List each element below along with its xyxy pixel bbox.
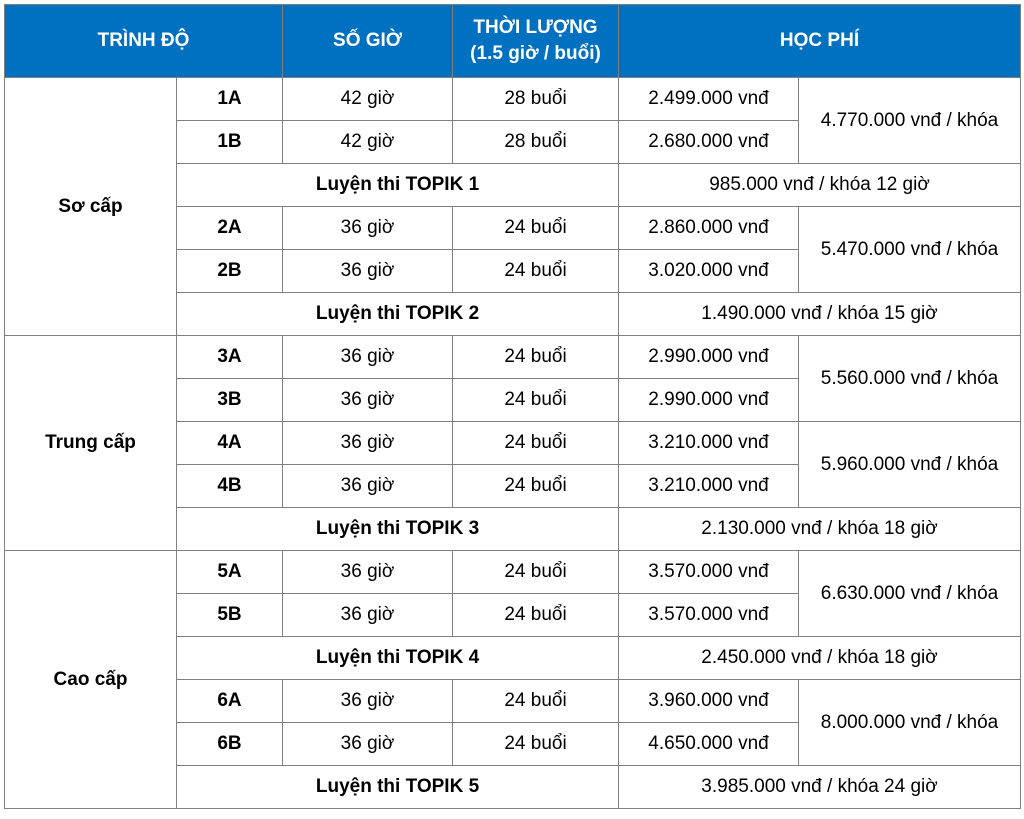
topik-fee: 3.985.000 vnđ / khóa 24 giờ xyxy=(619,766,1021,809)
course-hours: 42 giờ xyxy=(283,121,453,164)
course-hours: 36 giờ xyxy=(283,379,453,422)
header-fee: HỌC PHÍ xyxy=(619,5,1021,78)
level-so-cap: Sơ cấp xyxy=(5,78,177,336)
course-code: 4B xyxy=(177,465,283,508)
course-hours: 42 giờ xyxy=(283,78,453,121)
course-code: 6A xyxy=(177,680,283,723)
header-level: TRÌNH ĐỘ xyxy=(5,5,283,78)
course-sessions: 24 buổi xyxy=(453,207,619,250)
course-price: 3.960.000 vnđ xyxy=(619,680,799,723)
level-trung-cap: Trung cấp xyxy=(5,336,177,551)
level-total-fee: 6.630.000 vnđ / khóa xyxy=(799,551,1021,637)
header-duration-title: THỜI LƯỢNG xyxy=(473,17,598,38)
topik-name: Luyện thi TOPIK 4 xyxy=(177,637,619,680)
topik-name: Luyện thi TOPIK 3 xyxy=(177,508,619,551)
course-hours: 36 giờ xyxy=(283,723,453,766)
course-price: 3.210.000 vnđ xyxy=(619,422,799,465)
table-row xyxy=(5,336,1021,379)
course-hours: 36 giờ xyxy=(283,336,453,379)
topik-fee: 2.130.000 vnđ / khóa 18 giờ xyxy=(619,508,1021,551)
course-sessions: 28 buổi xyxy=(453,121,619,164)
course-code: 6B xyxy=(177,723,283,766)
course-price: 3.570.000 vnđ xyxy=(619,594,799,637)
course-sessions: 24 buổi xyxy=(453,379,619,422)
course-hours: 36 giờ xyxy=(283,207,453,250)
course-sessions: 24 buổi xyxy=(453,680,619,723)
course-sessions: 24 buổi xyxy=(453,594,619,637)
topik-name: Luyện thi TOPIK 2 xyxy=(177,293,619,336)
topik-fee: 2.450.000 vnđ / khóa 18 giờ xyxy=(619,637,1021,680)
header-duration-note: (1.5 giờ / buổi) xyxy=(470,43,601,64)
level-cao-cap: Cao cấp xyxy=(5,551,177,809)
course-code: 1B xyxy=(177,121,283,164)
topik-fee: 985.000 vnđ / khóa 12 giờ xyxy=(619,164,1021,207)
course-price: 3.570.000 vnđ xyxy=(619,551,799,594)
course-code: 2A xyxy=(177,207,283,250)
course-hours: 36 giờ xyxy=(283,465,453,508)
course-hours: 36 giờ xyxy=(283,594,453,637)
level-total-fee: 5.960.000 vnđ / khóa xyxy=(799,422,1021,508)
level-total-fee: 5.470.000 vnđ / khóa xyxy=(799,207,1021,293)
course-hours: 36 giờ xyxy=(283,680,453,723)
header-hours: SỐ GIỜ xyxy=(283,5,453,78)
course-code: 3A xyxy=(177,336,283,379)
course-price: 2.680.000 vnđ xyxy=(619,121,799,164)
course-sessions: 24 buổi xyxy=(453,723,619,766)
course-price: 3.020.000 vnđ xyxy=(619,250,799,293)
level-total-fee: 5.560.000 vnđ / khóa xyxy=(799,336,1021,422)
header-duration xyxy=(453,5,619,78)
course-price: 2.990.000 vnđ xyxy=(619,379,799,422)
topik-name: Luyện thi TOPIK 5 xyxy=(177,766,619,809)
header-row xyxy=(5,5,1021,78)
course-price: 3.210.000 vnđ xyxy=(619,465,799,508)
table-row xyxy=(5,78,1021,121)
topik-name: Luyện thi TOPIK 1 xyxy=(177,164,619,207)
course-code: 2B xyxy=(177,250,283,293)
topik-fee: 1.490.000 vnđ / khóa 15 giờ xyxy=(619,293,1021,336)
course-code: 3B xyxy=(177,379,283,422)
course-price: 4.650.000 vnđ xyxy=(619,723,799,766)
course-sessions: 24 buổi xyxy=(453,465,619,508)
course-hours: 36 giờ xyxy=(283,250,453,293)
course-sessions: 24 buổi xyxy=(453,422,619,465)
course-sessions: 24 buổi xyxy=(453,336,619,379)
course-price: 2.860.000 vnđ xyxy=(619,207,799,250)
course-code: 1A xyxy=(177,78,283,121)
level-total-fee: 4.770.000 vnđ / khóa xyxy=(799,78,1021,164)
course-hours: 36 giờ xyxy=(283,551,453,594)
course-sessions: 28 buổi xyxy=(453,78,619,121)
course-sessions: 24 buổi xyxy=(453,551,619,594)
tuition-fee-table xyxy=(4,4,1021,809)
course-code: 4A xyxy=(177,422,283,465)
course-code: 5B xyxy=(177,594,283,637)
course-sessions: 24 buổi xyxy=(453,250,619,293)
course-price: 2.990.000 vnđ xyxy=(619,336,799,379)
level-total-fee: 8.000.000 vnđ / khóa xyxy=(799,680,1021,766)
course-price: 2.499.000 vnđ xyxy=(619,78,799,121)
table-row xyxy=(5,551,1021,594)
course-hours: 36 giờ xyxy=(283,422,453,465)
course-code: 5A xyxy=(177,551,283,594)
